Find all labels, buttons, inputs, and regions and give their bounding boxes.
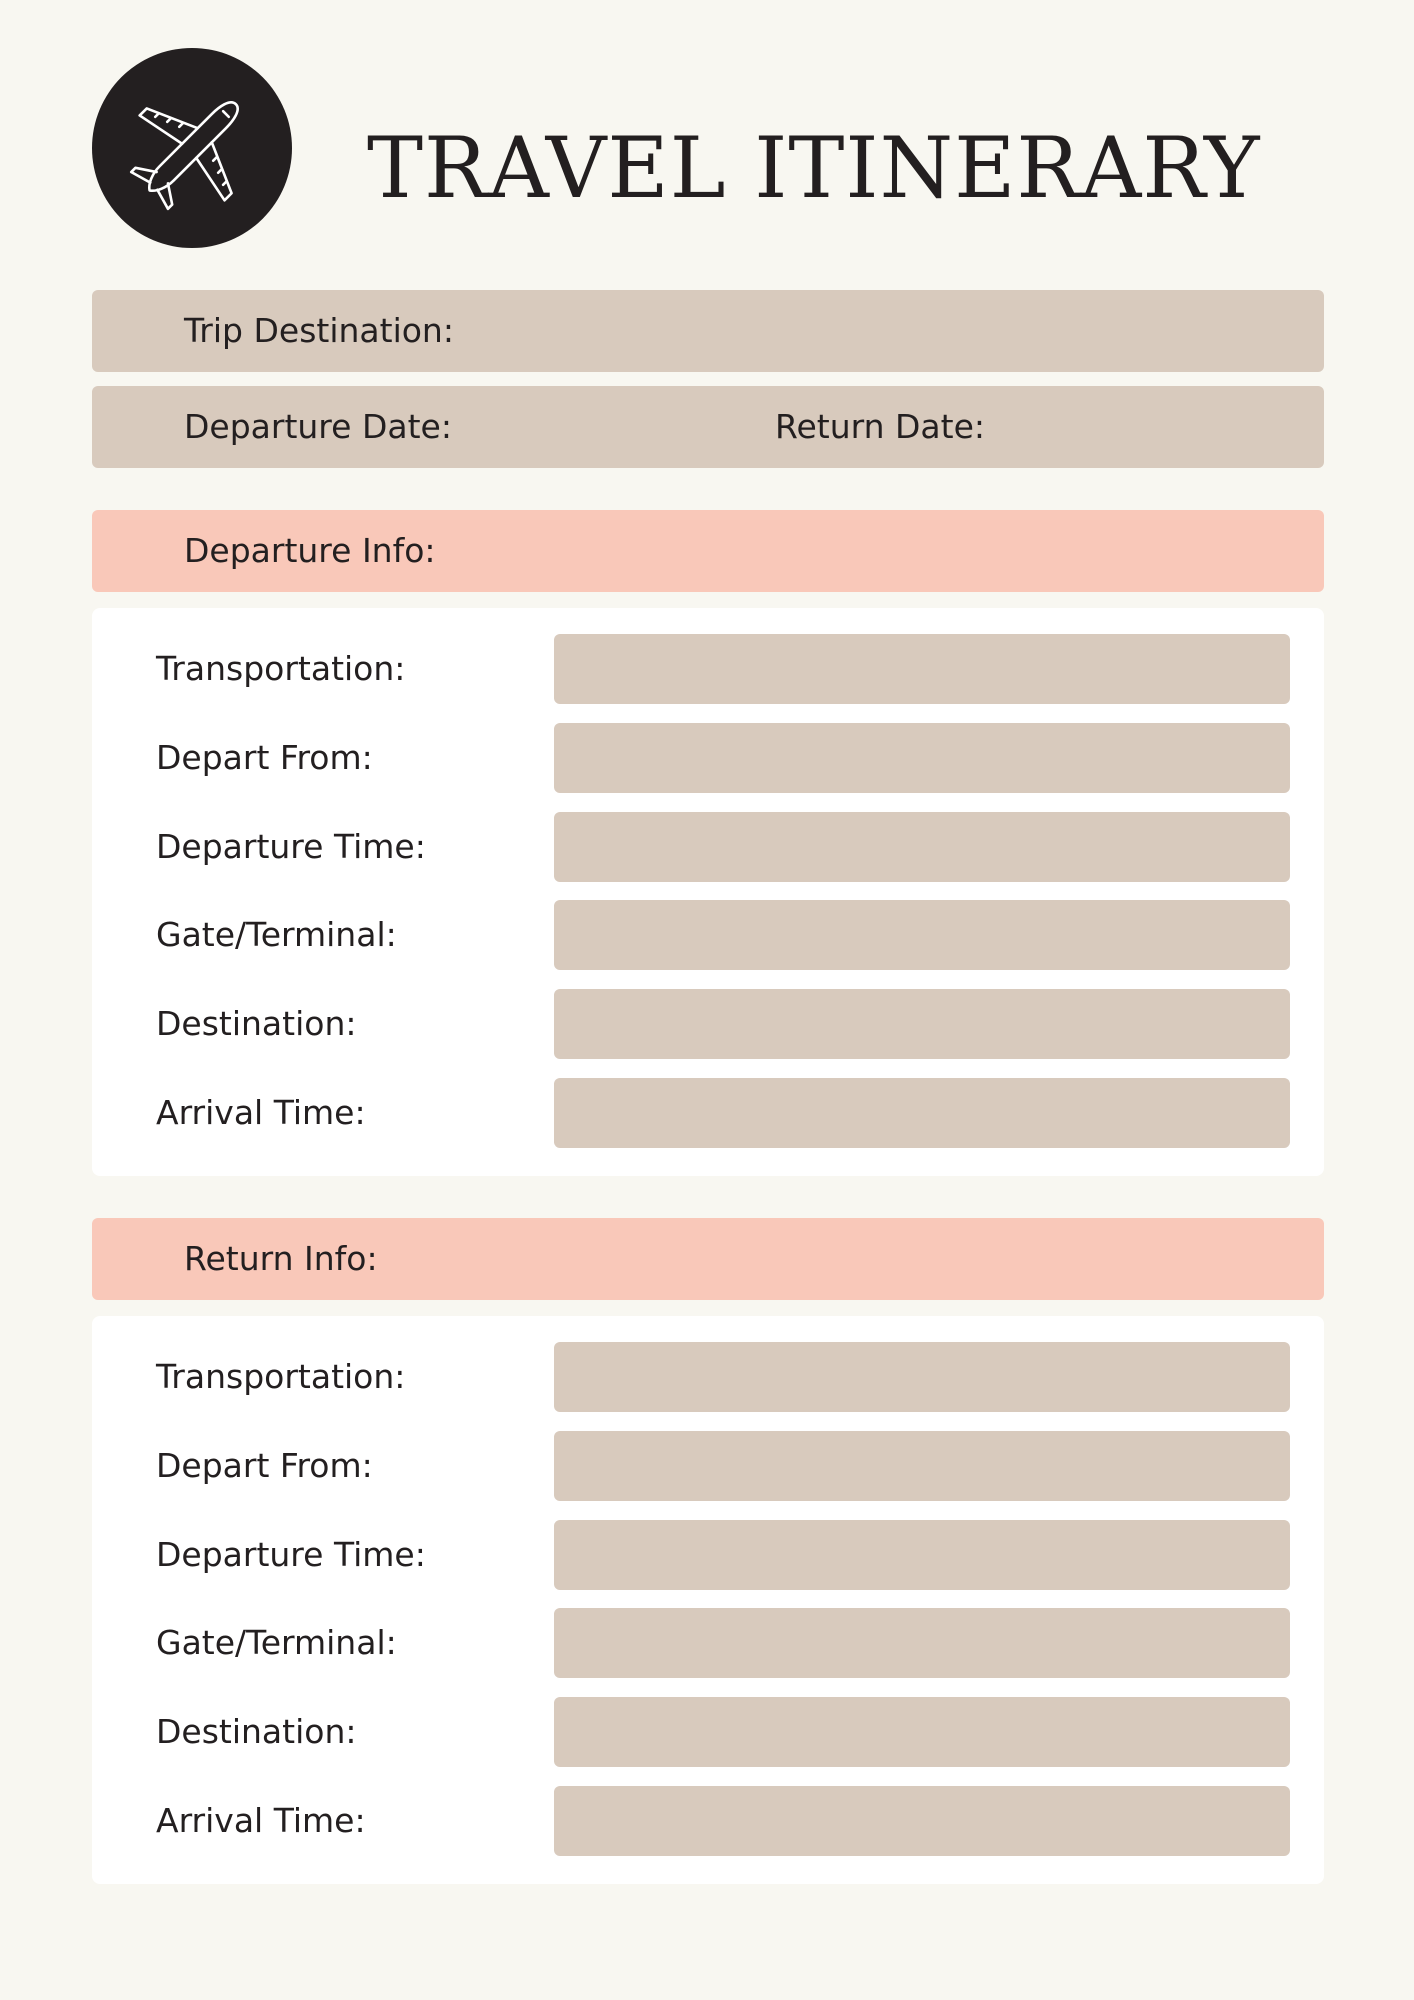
return-destination-input[interactable]	[554, 1697, 1290, 1767]
departure-depart-from-input[interactable]	[554, 723, 1290, 793]
return-row-departure-time	[92, 1520, 1324, 1590]
field-label: Destination:	[156, 1712, 357, 1751]
departure-row-gate-terminal	[92, 900, 1324, 970]
field-label: Depart From:	[156, 738, 373, 777]
field-label: Depart From:	[156, 1446, 373, 1485]
field-label: Transportation:	[156, 1357, 406, 1396]
departure-gate-terminal-input[interactable]	[554, 900, 1290, 970]
return-row-arrival-time	[92, 1786, 1324, 1856]
return-transportation-input[interactable]	[554, 1342, 1290, 1412]
return-info-header	[92, 1218, 1324, 1300]
departure-row-transportation	[92, 634, 1324, 704]
field-label: Arrival Time:	[156, 1093, 366, 1132]
field-label: Departure Time:	[156, 827, 426, 866]
return-row-depart-from	[92, 1431, 1324, 1501]
departure-row-depart-from	[92, 723, 1324, 793]
departure-row-arrival-time	[92, 1078, 1324, 1148]
departure-transportation-input[interactable]	[554, 634, 1290, 704]
departure-row-destination	[92, 989, 1324, 1059]
departure-info-heading: Departure Info:	[184, 531, 436, 570]
trip-destination-label: Trip Destination:	[184, 311, 454, 350]
departure-departure-time-input[interactable]	[554, 812, 1290, 882]
trip-dates-field[interactable]	[92, 386, 1324, 468]
departure-destination-input[interactable]	[554, 989, 1290, 1059]
trip-destination-field[interactable]	[92, 290, 1324, 372]
return-info-heading: Return Info:	[184, 1239, 378, 1278]
return-info-card	[92, 1316, 1324, 1884]
return-date-label: Return Date:	[775, 407, 985, 446]
departure-row-departure-time	[92, 812, 1324, 882]
return-row-destination	[92, 1697, 1324, 1767]
field-label: Gate/Terminal:	[156, 1623, 397, 1662]
airplane-icon	[92, 48, 292, 248]
page-title: TRAVEL ITINERARY	[367, 119, 1261, 217]
return-arrival-time-input[interactable]	[554, 1786, 1290, 1856]
departure-info-card	[92, 608, 1324, 1176]
field-label: Departure Time:	[156, 1535, 426, 1574]
return-row-transportation	[92, 1342, 1324, 1412]
return-row-gate-terminal	[92, 1608, 1324, 1678]
field-label: Destination:	[156, 1004, 357, 1043]
departure-arrival-time-input[interactable]	[554, 1078, 1290, 1148]
departure-info-header	[92, 510, 1324, 592]
field-label: Transportation:	[156, 649, 406, 688]
return-gate-terminal-input[interactable]	[554, 1608, 1290, 1678]
field-label: Gate/Terminal:	[156, 915, 397, 954]
logo-badge	[92, 48, 292, 248]
field-label: Arrival Time:	[156, 1801, 366, 1840]
return-depart-from-input[interactable]	[554, 1431, 1290, 1501]
departure-date-label: Departure Date:	[184, 407, 452, 446]
return-departure-time-input[interactable]	[554, 1520, 1290, 1590]
